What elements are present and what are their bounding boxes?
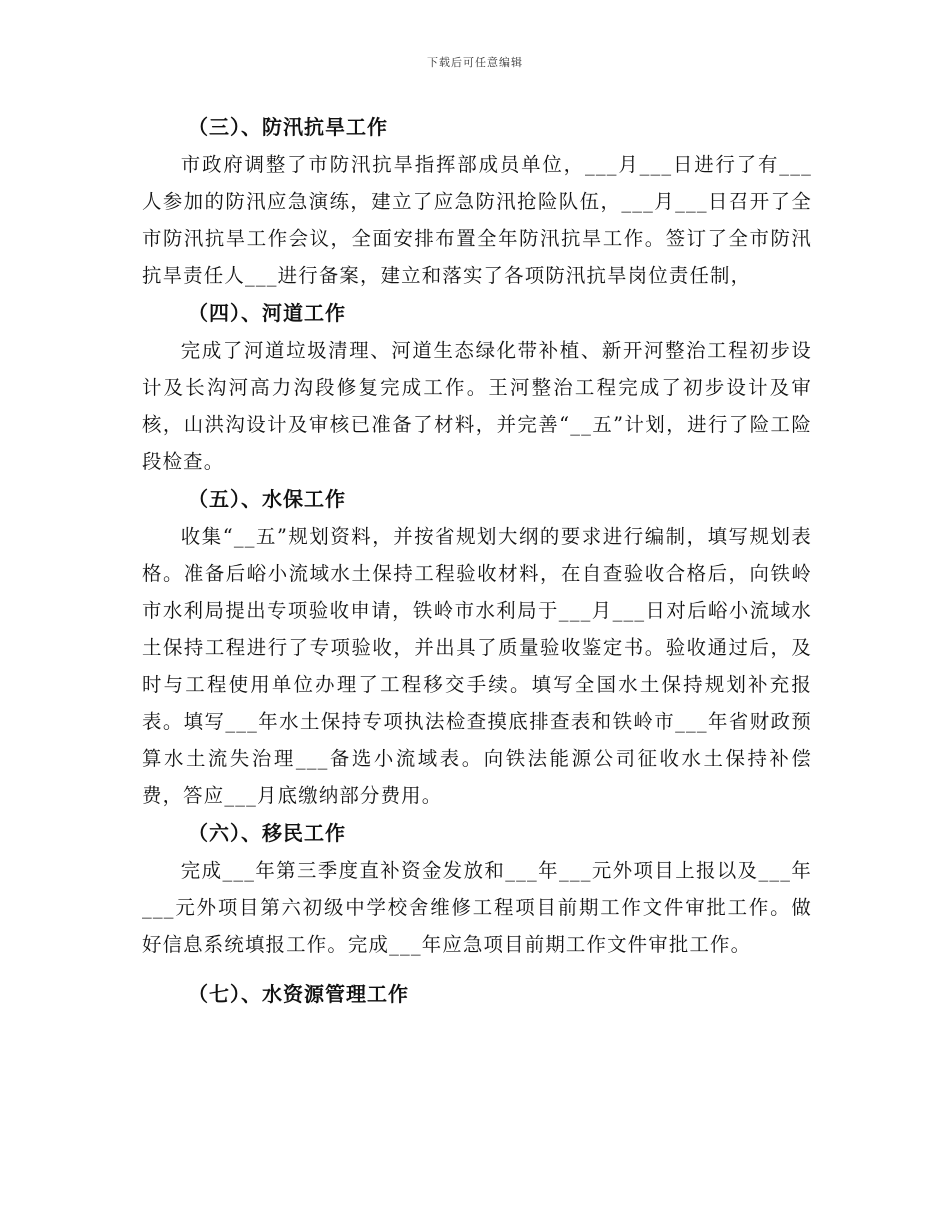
section-river-work: [142, 294, 812, 480]
section-heading: （六）、移民工作: [188, 821, 346, 845]
section-heading: （五）、水保工作: [188, 487, 346, 511]
section-paragraph: 完成了河道垃圾清理、河道生态绿化带补植、新开河整治工程初步设计及长沟河高力沟段修复完成工作。王河整治工程完成了初步设计及审核，山洪沟设计及审核已准备了材料，并完善“__五”计划，进行了险工险段检查。: [142, 339, 812, 473]
section-flood-drought: [142, 108, 812, 294]
section-resettlement: [142, 814, 812, 963]
section-water-resources: [142, 975, 812, 1013]
section-paragraph: 收集“__五”规划资料，并按省规划大纲的要求进行编制，填写规划表格。准备后峪小流域水土保持工程验收材料，在自查验收合格后，向铁岭市水利局提出专项验收申请，铁岭市水利局于___月___日对后峪小流域水土保持工程进行了专项验收，并出具了质量验收鉴定书。验收通过后，及时与工程使用单位办理了工程移交手续。填写全国水土保持规划补充报表。填写___年水土保持专项执法检查摸底排查表和铁岭市___年省财政预算水土流失治理___备选小流域表。向铁法能源公司征收水土保持补偿费，答应___月底缴纳部分费用。: [142, 525, 812, 807]
section-heading: （七）、水资源管理工作: [188, 982, 409, 1006]
section-paragraph: 完成___年第三季度直补资金发放和___年___元外项目上报以及___年___元外项目第六初级中学校舍维修工程项目前期工作文件审批工作。做好信息系统填报工作。完成___年应急项目前期工作文件审批工作。: [142, 859, 812, 956]
section-soil-conservation: [142, 480, 812, 814]
header-note: 下载后可任意编辑: [427, 56, 523, 69]
section-heading: （三）、防汛抗旱工作: [188, 115, 388, 139]
section-heading: （四）、河道工作: [188, 301, 346, 325]
section-paragraph: 市政府调整了市防汛抗旱指挥部成员单位，___月___日进行了有___人参加的防汛应急演练，建立了应急防汛抢险队伍，___月___日召开了全市防汛抗旱工作会议，全面安排布置全年防汛抗旱工作。签订了全市防汛抗旱责任人___进行备案，建立和落实了各项防汛抗旱岗位责任制，: [142, 153, 812, 287]
document-body: [142, 108, 812, 1013]
